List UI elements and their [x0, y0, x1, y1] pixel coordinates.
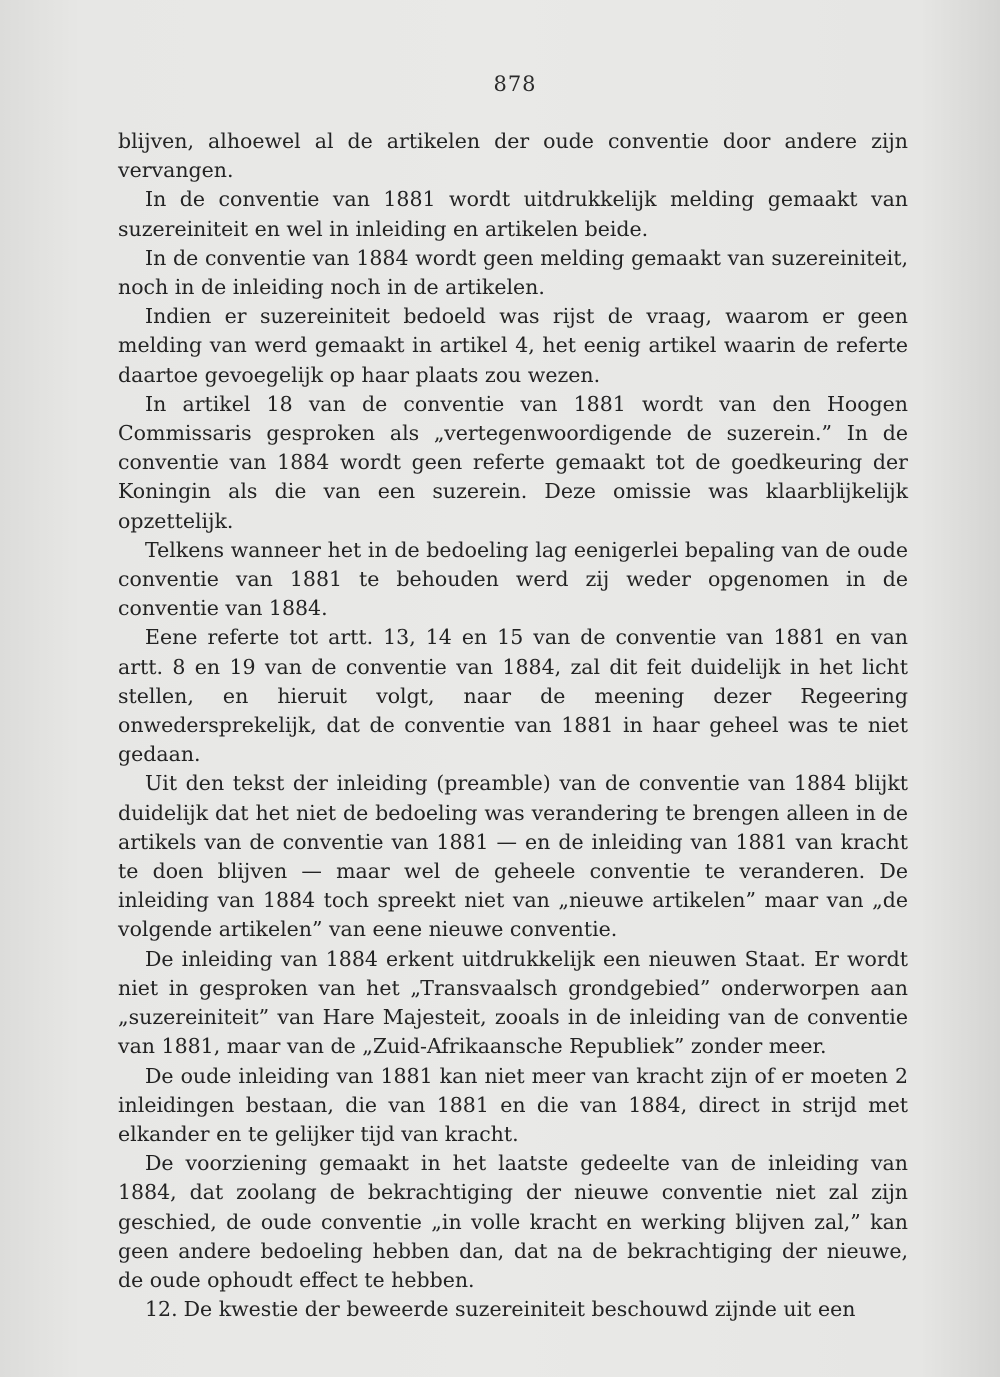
page-number: 878 [493, 72, 537, 96]
body-text [118, 127, 908, 1324]
paragraph-10: De oude inleiding van 1881 kan niet meer van kracht zijn of er moeten 2 inleidingen bestaan, die van 1881 en die van 1884, direct in strijd met elkander en te gelijker tijd van kracht. [118, 1063, 908, 1146]
paragraph-11: De voorziening gemaakt in het laatste gedeelte van de inleiding van 1884, dat zoolang de bekrachtiging der nieuwe conventie niet zal zijn geschied, de oude conventie „in volle kracht en werking blijven zal,” kan geen andere bedoeling hebben dan, dat na de bekrachtiging der nieuwe, de oude ophoudt effect te hebben. [118, 1151, 908, 1292]
paragraph-8: Uit den tekst der inleiding (preamble) van de conventie van 1884 blijkt duidelijk dat het niet de bedoeling was verandering te brengen alleen in de artikels van de conventie van 1881 — en de inleiding van 1881 van kracht te doen blijven — maar wel de geheele conventie te veranderen. De inleiding van 1884 toch spreekt niet van „nieuwe artikelen” maar van „de volgende artikelen” van eene nieuwe conventie. [118, 771, 908, 942]
paragraph-1: blijven, alhoewel al de artikelen der oude conventie door andere zijn vervangen. [118, 129, 908, 183]
paragraph-4: Indien er suzereiniteit bedoeld was rijst de vraag, waarom er geen melding van werd gemaakt in artikel 4, het eenig artikel waarin de referte daartoe gevoegelijk op haar plaats zou wezen. [118, 304, 908, 387]
paragraph-5: In artikel 18 van de conventie van 1881 wordt van den Hoogen Commissaris gesproken als „vertegenwoordigende de suzerein.” In de conventie van 1884 wordt geen referte gemaakt tot de goedkeuring der Koningin als die van een suzerein. Deze omissie was klaarblijkelijk opzettelijk. [118, 391, 908, 533]
paragraph-9: De inleiding van 1884 erkent uitdrukkelijk een nieuwen Staat. Er wordt niet in gesproken van het „Transvaalsch grondgebied” onderworpen aan „suzereiniteit” van Hare Majesteit, zooals in de inleiding van de conventie van 1881, maar van de „Zuid-Afrikaansche Republiek” zonder meer. [118, 946, 908, 1059]
paragraph-6: Telkens wanneer het in de bedoeling lag eenigerlei bepaling van de oude conventie van 1881 te behouden werd zij weder opgenomen in de conventie van 1884. [118, 537, 908, 621]
paragraph-12-text: De kwestie der beweerde suzereiniteit beschouwd zijnde uit een [183, 1297, 856, 1322]
paragraph-12 [118, 1295, 908, 1324]
paragraph-3: In de conventie van 1884 wordt geen melding gemaakt van suzereiniteit, noch in de inleiding noch in de artikelen. [118, 245, 908, 300]
section-number: 12. [145, 1297, 178, 1322]
paragraph-7: Eene referte tot artt. 13, 14 en 15 van de conventie van 1881 en van artt. 8 en 19 van de conventie van 1884, zal dit feit duidelijk in het licht stellen, en hieruit volgt, naar de meening dezer Regeering onwedersprekelijk, dat de conventie van 1881 in haar geheel was te niet gedaan. [118, 625, 908, 767]
paragraph-2: In de conventie van 1881 wordt uitdrukkelijk melding gemaakt van suzereiniteit en wel in inleiding en artikelen beide. [118, 187, 908, 241]
